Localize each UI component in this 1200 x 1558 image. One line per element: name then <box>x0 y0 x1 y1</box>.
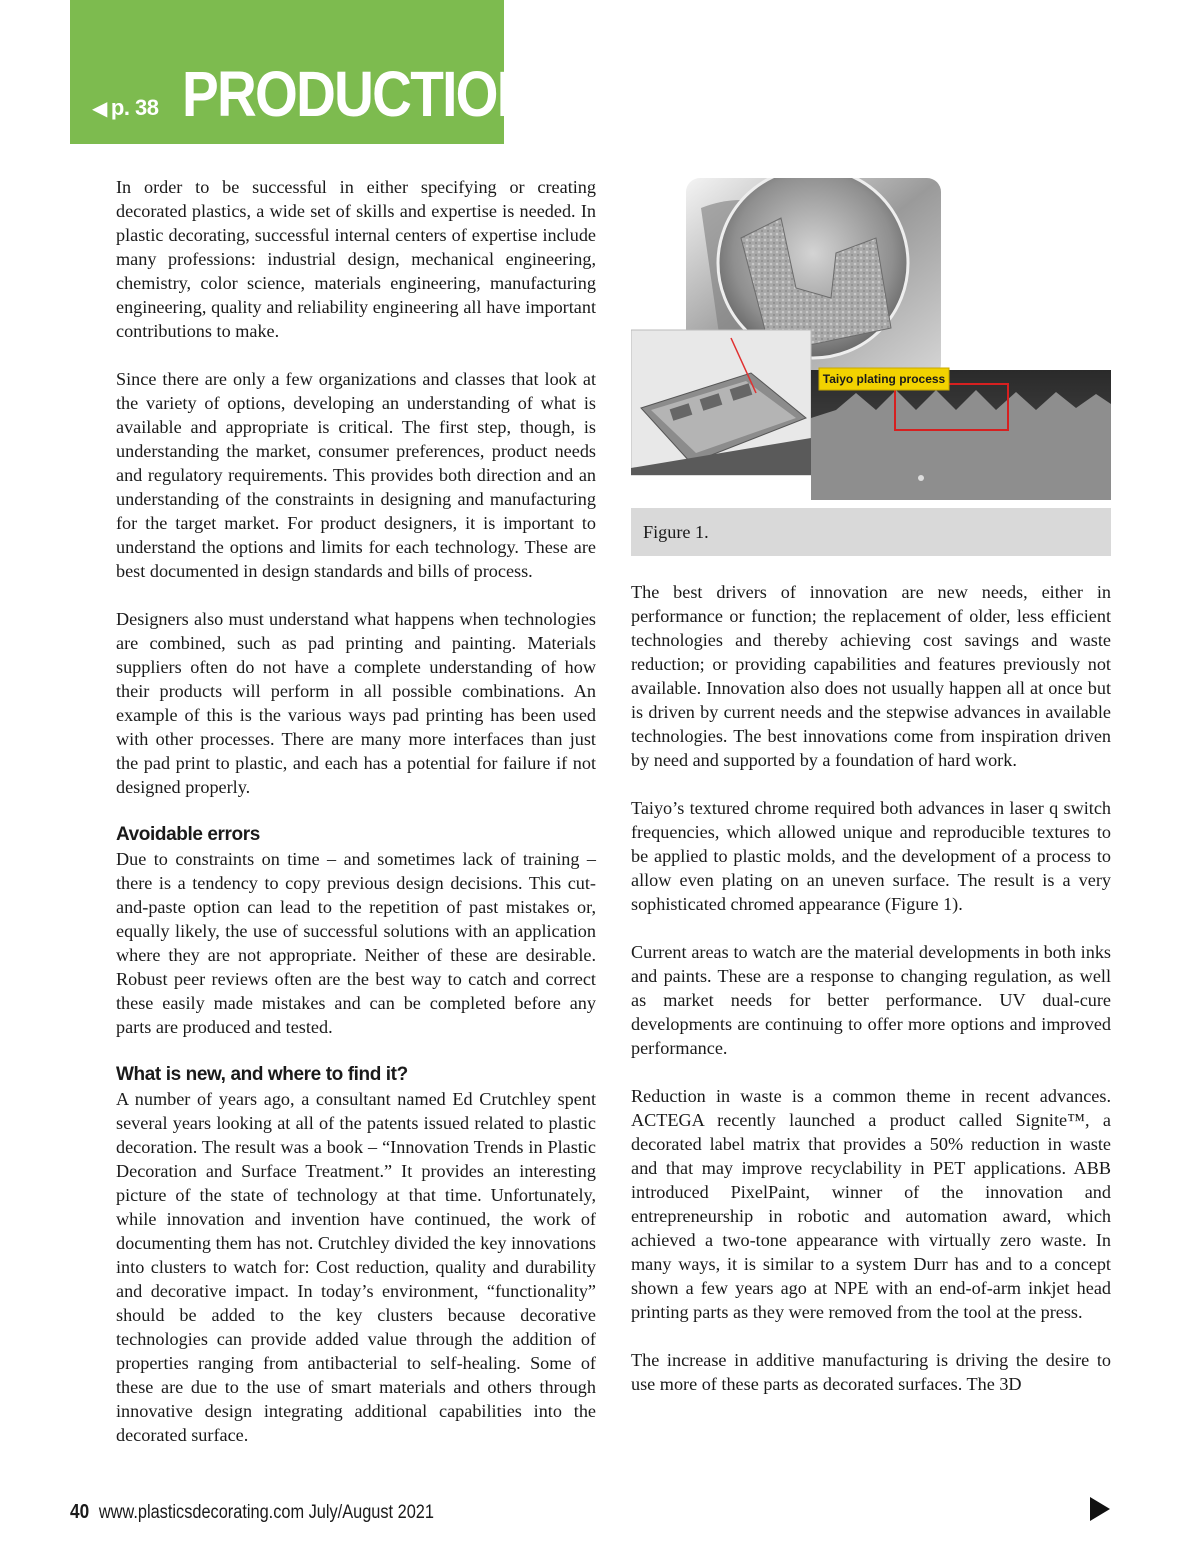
page-footer <box>70 1501 434 1524</box>
continue-arrow-icon[interactable] <box>1088 1496 1112 1522</box>
figure-1 <box>631 178 1111 558</box>
page-number: 40 <box>70 1501 90 1523</box>
website-link[interactable]: www.plasticsdecorating.com <box>98 1502 305 1523</box>
subheading-whats-new: What is new, and where to find it? <box>116 1064 408 1085</box>
triangle-left-icon: ◀ <box>92 98 107 120</box>
issue-date: July/August 2021 <box>308 1502 434 1523</box>
previous-page-label: p. 38 <box>110 95 159 120</box>
previous-page-link[interactable] <box>92 95 159 121</box>
paragraph: Reduction in waste is a common theme in recent advances. ACTEGA recently launched a product called Signite™, a decorated label matrix that provides a 50% reduction in waste and that may improve recyclability in PET applications. ABB introduced PixelPaint, winner of the innovation and entrepreneurship in robotic and automation award, which achieved a two-tone appearance with virtually zero waste. In many ways, it is similar to a system Durr has and to a concept shown a few years ago at NPE with an end-of-arm inkjet head printing parts as they were removed from the tool at the press. <box>631 1086 1111 1322</box>
right-column <box>631 580 1111 1420</box>
paragraph: A number of years ago, a consultant named Ed Crutchley spent several years looking at all of the patents issued related to plastic decoration. The result was a book – “Innovation Trends in Plastic Decoration and Surface Treatment.” It provides an interesting picture of the state of technology at that time. Unfortunately, while innovation and invention have continued, the work of documenting them has not. Crutchley divided the key innovations into clusters to watch for: Cost reduction, quality and durability and decorative impact. In today’s environment, “functionality” should be added to the key clusters because decorative technologies can provide added value through the addition of properties ranging from antibacterial to self-healing. Some of these are due to the use of smart materials and others through innovative design integrating additional capabilities into the decorated surface. <box>116 1089 596 1445</box>
figure-caption: Figure 1. <box>631 508 1111 556</box>
paragraph: The best drivers of innovation are new needs, either in performance or function; the replacement of older, less efficient technologies and thereby achieving cost savings and waste reduction; or providing capabilities and features previously not available. Innovation also does not usually happen all at once but is driven by current needs and the stepwise advances in available technologies. The best innovations come from inspiration driven by need and supported by a foundation of hard work. <box>631 582 1111 770</box>
left-column <box>116 175 596 1471</box>
paragraph: The increase in additive manufacturing is driving the desire to use more of these parts as decorated surfaces. The 3D <box>631 1350 1111 1394</box>
paragraph: Since there are only a few organizations and classes that look at the variety of options, developing an understanding of what is available and appropriate is critical. The first step, though, is understanding the market, consumer preferences, product needs and regulatory requirements. This provides both direction and an understanding of the constraints in designing and manufacturing for the target market. For product designers, it is important to understand the options and limits for each technology. These are best documented in design standards and bills of process. <box>116 369 596 581</box>
section-title: PRODUCTION <box>182 58 535 130</box>
paragraph: Current areas to watch are the material developments in both inks and paints. These are a response to changing regulation, as well as market needs for better performance. UV dual-cure developments are continuing to offer more options and improved performance. <box>631 942 1111 1058</box>
section-banner <box>70 0 535 144</box>
subheading-avoidable-errors: Avoidable errors <box>116 824 260 845</box>
callout-label: Taiyo plating process <box>822 372 946 386</box>
paragraph: In order to be successful in either specifying or creating decorated plastics, a wide set of skills and expertise is needed. In plastic decorating, successful internal centers of expertise include many professions: industrial design, mechanical engineering, chemistry, color science, materials engineering, manufacturing engineering, quality and reliability engineering all have important contributions to make. <box>116 177 596 341</box>
paragraph: Taiyo’s textured chrome required both advances in laser q switch frequencies, which allowed unique and reproducible textures to be applied to plastic molds, and the development of a process to allow even plating on an uneven surface. The result is a very sophisticated chromed appearance (Figure 1). <box>631 798 1111 914</box>
paragraph: Due to constraints on time – and sometimes lack of training – there is a tendency to copy previous design decisions. This cut-and-paste option can lead to the repetition of past mistakes or, equally likely, the use of successful solutions with an application where they are not appropriate. Neither of these are desirable. Robust peer reviews often are the best way to catch and correct these easily made mistakes and can be completed before any parts are produced and tested. <box>116 849 596 1037</box>
figure-image <box>631 178 1111 502</box>
paragraph: Designers also must understand what happens when technologies are combined, such as pad printing and painting. Materials suppliers often do not have a complete understanding of how their products will perform in all possible combinations. An example of this is the various ways pad printing has been used with other processes. There are many more interfaces than just the pad print to plastic, and each has a potential for failure if not designed properly. <box>116 609 596 797</box>
